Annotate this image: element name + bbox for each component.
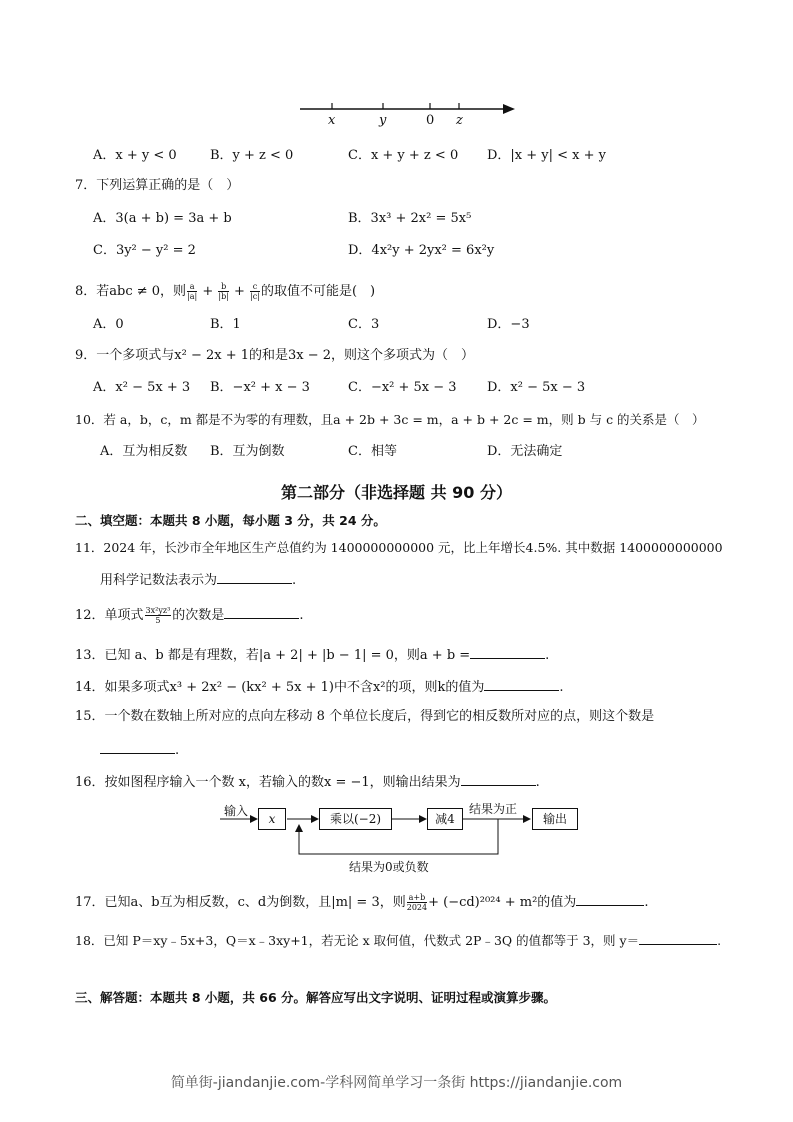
q12-fraction-num: 3x²yz³	[145, 606, 171, 615]
q9-option-c: C．−x² + 5x − 3	[348, 380, 457, 395]
q14-text: 14．如果多项式x³ + 2x² − (kx² + 5x + 1)中不含x²的项，则k的值为	[75, 680, 485, 695]
flow-box-subtract: 减4	[427, 808, 463, 830]
q8-stem: 8．若abc ≠ 0，则 $\frac{a}{|a|}$ + $\frac{b}{|b|}$ + $\frac{c}{|c|}$ 的取值不可能是( )	[75, 282, 376, 301]
q8-option-a: A．0	[93, 317, 124, 332]
q9-option-a: A．x² − 5x + 3	[93, 380, 191, 395]
q8-fraction-c	[250, 282, 260, 301]
flow-box-x: x	[258, 808, 286, 830]
q10-option-d: D．无法确定	[487, 444, 563, 459]
q8-stem-suffix: 的取值不可能是( )	[260, 284, 376, 299]
q16-stem: 16．按如图程序输入一个数 x，若输入的数x = −1，则输出结果为 .	[75, 775, 540, 790]
page-footer: 简单街-jiandanjie.com-学科网简单学习一条街 https://jiandanjie.com	[170, 1075, 623, 1091]
q11-line2-text: 用科学记数法表示为	[100, 573, 218, 588]
q8-option-b: B．1	[210, 317, 241, 332]
q13-answer-blank[interactable]	[470, 646, 545, 659]
q13-stem: 13．已知 a、b 都是有理数，若|a + 2| + |b − 1| = 0，则a + b = .	[75, 648, 550, 663]
q8-fraction-b-num: b	[218, 282, 229, 292]
q6-option-d: D．|x + y| < x + y	[487, 148, 607, 163]
section2-heading: 二、填空题：本题共 8 小题，每小题 3 分，共 24 分。	[75, 513, 386, 528]
q12-stem: 12．单项式 $\frac{\text{3x²yz³}}{5}$ 的次数是 .	[75, 606, 304, 625]
q16-answer-blank[interactable]	[461, 773, 536, 786]
part2-title: 第二部分（非选择题 共 90 分）	[281, 483, 512, 502]
q8-fraction-c-num: c	[250, 282, 260, 292]
q12-fraction-den: 5	[155, 616, 161, 625]
section3-heading: 三、解答题：本题共 8 小题，共 66 分。解答应写出文字说明、证明过程或演算步骤。	[75, 990, 557, 1005]
q6-option-c: C．x + y + z < 0	[348, 148, 459, 163]
q11-line2: 用科学记数法表示为 .	[100, 573, 297, 588]
q7-option-b: B．3x³ + 2x² = 5x⁵	[348, 211, 472, 226]
flow-box-multiply: 乘以(−2)	[319, 808, 392, 830]
q8-fraction-b	[218, 282, 229, 301]
q9-option-d: D．x² − 5x − 3	[487, 380, 586, 395]
q8-option-c: C．3	[348, 317, 380, 332]
q8-fraction-b-den: |b|	[218, 292, 229, 301]
q17-fraction	[407, 893, 427, 912]
q17-fraction-num: a+b	[408, 893, 426, 902]
q12-answer-blank[interactable]	[224, 606, 299, 619]
flow-loop-label: 结果为0或负数	[349, 860, 429, 874]
q11-line1: 11．2024 年，长沙市全年地区生产总值约为 1400000000000 元，比上年增长4.5%. 其中数据 1400000000000	[75, 540, 723, 555]
q8-fraction-a-num: a	[187, 282, 197, 292]
q17-suffix: + (−cd)²⁰²⁴ + m²的值为	[428, 895, 577, 910]
q9-stem: 9．一个多项式与x² − 2x + 1的和是3x − 2，则这个多项式为（ ）	[75, 348, 475, 363]
q14-stem: 14．如果多项式x³ + 2x² − (kx² + 5x + 1)中不含x²的项，则k的值为 .	[75, 680, 564, 695]
q6-option-a: A．x + y < 0	[93, 148, 177, 163]
q6-option-b: B．y + z < 0	[210, 148, 294, 163]
numberline-label-x: x	[328, 113, 336, 128]
q7-option-d: D．4x²y + 2yx² = 6x²y	[348, 243, 495, 258]
q8-option-d: D．−3	[487, 317, 530, 332]
q10-option-c: C．相等	[348, 444, 397, 459]
q8-fraction-a-den: |a|	[187, 292, 198, 301]
q7-option-a: A．3(a + b) = 3a + b	[93, 211, 232, 226]
q8-fraction-c-den: |c|	[250, 292, 260, 301]
numberline-label-0: 0	[426, 113, 435, 128]
numberline-label-y: y	[379, 113, 387, 128]
q11-answer-blank[interactable]	[217, 571, 292, 584]
q17-prefix: 17．已知a、b互为相反数，c、d为倒数，且|m| = 3，则	[75, 895, 406, 910]
q16-text: 16．按如图程序输入一个数 x，若输入的数x = −1，则输出结果为	[75, 775, 461, 790]
q12-prefix: 12．单项式	[75, 608, 144, 623]
q10-option-a: A．互为相反数	[100, 444, 188, 459]
q7-stem: 7．下列运算正确的是（ ）	[75, 178, 240, 193]
q15-answer-blank[interactable]	[100, 741, 175, 754]
q12-fraction	[145, 606, 172, 625]
q17-stem: 17．已知a、b互为相反数，c、d为倒数，且|m| = 3，则 $\frac{a+b}{2024}$ + (−cd)²⁰²⁴ + m²的值为 .	[75, 893, 649, 912]
q8-fraction-a	[187, 282, 197, 301]
q18-answer-blank[interactable]	[639, 932, 717, 945]
q15-line2: .	[100, 741, 179, 759]
numberline-label-z: z	[456, 113, 463, 128]
q9-option-b: B．−x² + x − 3	[210, 380, 310, 395]
flow-box-output: 输出	[532, 808, 578, 830]
q18-text: 18．已知 P＝xy﹣5x+3，Q＝x﹣3xy+1，若无论 x 取何值，代数式 2P﹣3Q 的值都等于 3，则 y＝	[75, 933, 640, 948]
q15-line1: 15．一个数在数轴上所对应的点向左移动 8 个单位长度后，得到它的相反数所对应的点，则这个数是	[75, 709, 655, 724]
flow-input-label: 输入	[224, 804, 249, 818]
q14-answer-blank[interactable]	[484, 678, 559, 691]
q17-answer-blank[interactable]	[576, 893, 644, 906]
q10-option-b: B．互为倒数	[210, 444, 285, 459]
q8-stem-prefix: 8．若abc ≠ 0，则	[75, 284, 187, 299]
q18-stem: 18．已知 P＝xy﹣5x+3，Q＝x﹣3xy+1，若无论 x 取何值，代数式 2P﹣3Q 的值都等于 3，则 y＝ .	[75, 933, 722, 948]
q12-suffix: 的次数是	[172, 608, 225, 623]
q17-fraction-den: 2024	[406, 903, 428, 912]
q10-stem: 10．若 a，b，c，m 都是不为零的有理数，且a + 2b + 3c = m，a + b + 2c = m，则 b 与 c 的关系是（ ）	[75, 412, 705, 427]
q13-text: 13．已知 a、b 都是有理数，若|a + 2| + |b − 1| = 0，则a + b =	[75, 648, 471, 663]
flow-positive-label: 结果为正	[469, 802, 518, 816]
q7-option-c: C．3y² − y² = 2	[93, 243, 196, 258]
